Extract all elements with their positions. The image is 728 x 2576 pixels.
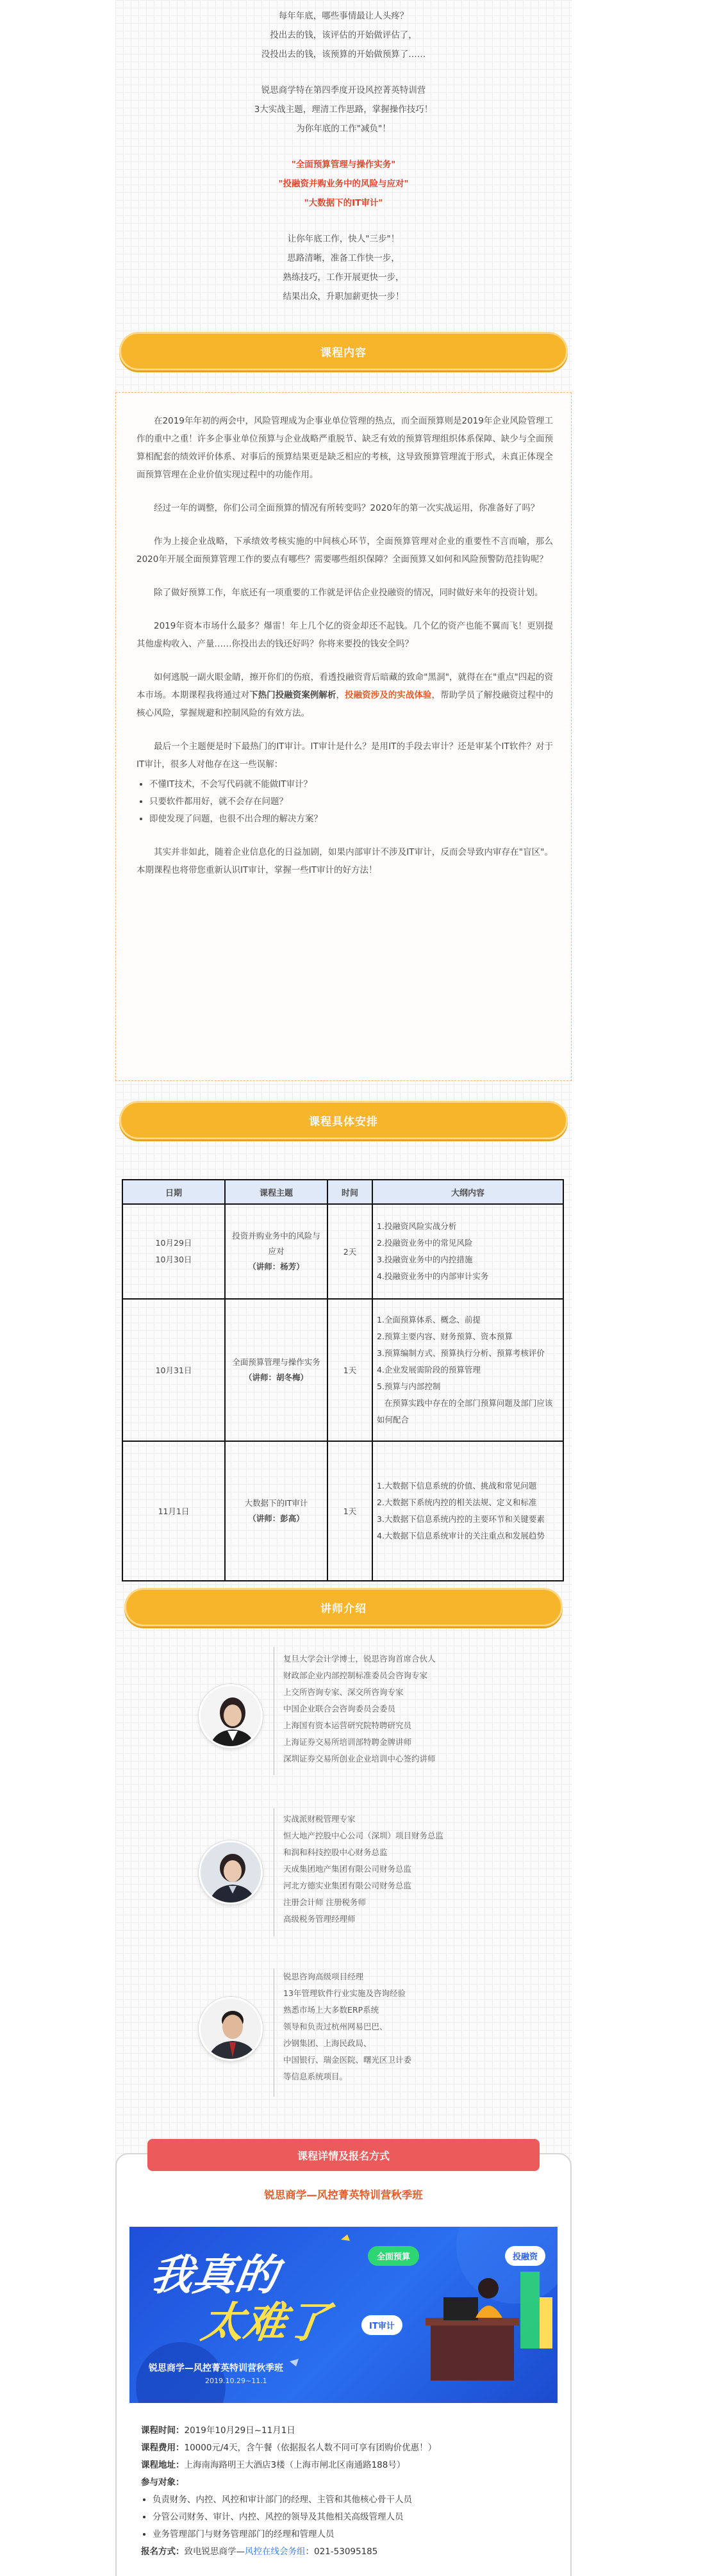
topic-text: 投资并购业务中的风险与应对	[232, 1231, 320, 1256]
outline-item: 2.大数据下系统内控的相关法规、定义和标准	[377, 1498, 537, 1507]
intro-line: 让你年底工作，快人"三步"！	[287, 234, 400, 244]
table-row	[122, 1204, 563, 1299]
topic-text: 大数据下的IT审计	[244, 1498, 308, 1508]
list-item: • 分管公司财务、审计、内控、风控的领导及其他相关高级管理人员	[153, 2509, 551, 2526]
schedule-table	[122, 1179, 564, 1581]
topic-cell	[225, 1299, 327, 1441]
teacher-bio	[283, 1811, 443, 1928]
bio-line: 复旦大学会计学博士，锐思咨询首席合伙人	[283, 1654, 436, 1664]
info-label: 课程费用：	[141, 2443, 185, 2453]
content-paragraph: 2019年资本市场什么最多？爆雷！年上几个亿的资金却还不起钱。几个亿的资产也能不翼而飞！更别提其他虚构收入、产量……你投出去的钱还好吗？你将来要投的钱安全吗？	[136, 621, 553, 649]
section-heading-schedule: 课程具体安排	[119, 1101, 568, 1139]
bio-line: 13年管理软件行业实施及咨询经验	[283, 1988, 406, 1998]
date-cell: 10月29日 10月30日	[122, 1204, 225, 1299]
topic-cell	[225, 1441, 327, 1581]
intro-line: 每年年底，哪些事情最让人头疼？	[278, 11, 409, 21]
intro-topic: "大数据下的IT审计"	[304, 198, 383, 208]
content-paragraph: 最后一个主题便是时下最热门的IT审计。IT审计是什么？是用IT的手段去审计？还是审某个IT软件？对于IT审计，很多人对他存在这一些误解：	[136, 741, 553, 770]
teacher-bio	[283, 1651, 436, 1767]
outline-item: 2.投融资业务中的常见风险	[377, 1238, 473, 1248]
portrait-image	[201, 1686, 263, 1748]
info-value: 致电锐思商学—	[184, 2547, 245, 2557]
intro-line: 锐思商学特在第四季度开设风控菁英特训营	[261, 85, 426, 95]
intro-topic: "投融资并购业务中的风险与应对"	[278, 179, 409, 189]
bio-line: 中国企业联合会咨询委员会委员	[283, 1704, 396, 1713]
content-paragraph: 在2019年年初的两会中，风险管理成为企事业单位管理的热点，而全面预算则是2019年企业风险管理工作的重中之重！许多企事业单位预算与企业战略严重脱节、缺乏有效的预算管理组织体系保障、缺少与全面预算相配套的绩效评价体系、对事后的预算结果更是缺乏相应的考核，这导致预算管理流于形式，未真正体现全面预算管理在企业价值实现过程中的功能作用。	[136, 416, 553, 480]
info-line	[141, 2422, 551, 2440]
lecturer-text: （讲师：彭高）	[248, 1514, 304, 1523]
misconception-list	[149, 776, 553, 828]
bio-line: 上海证券交易所培训部特聘金牌讲师	[283, 1737, 412, 1747]
outline-item: 4.投融资业务中的内部审计实务	[377, 1271, 489, 1281]
teacher-photo	[199, 1840, 263, 1904]
bio-line: 上交所咨询专家、深交所咨询专家	[283, 1687, 404, 1697]
text-run: ，帮助学员了解投融资过程中的核心风险，掌握规避和控制风险的有效方法。	[136, 690, 554, 718]
banner-tag: 全面预算	[368, 2246, 419, 2266]
lecturer-text: （讲师：胡冬梅）	[244, 1373, 308, 1382]
info-line	[141, 2543, 551, 2561]
content-paragraph	[136, 668, 553, 722]
intro-line: 为你年底的工作"减负"！	[296, 124, 391, 134]
bio-line: 高级税务管理经理师	[283, 1914, 356, 1924]
teacher-card	[199, 1969, 493, 2097]
outline-item: 1.大数据下信息系统的价值、挑战和常见问题	[377, 1481, 537, 1490]
bio-line: 深圳证券交易所创业企业培训中心签约讲师	[283, 1754, 436, 1763]
table-header-row	[122, 1180, 563, 1204]
text-run: 如何逃脱一副火眼金睛，擦开你们的伤痕，看透投融资背后暗藏的致命"黑洞"，就得在在"重点"四起的资本市场。本期课程我将通过对	[136, 672, 553, 700]
headline-line: 太难了	[198, 2297, 333, 2347]
registration-info	[141, 2422, 551, 2561]
lecturer-text: （讲师：杨芳）	[248, 1262, 304, 1271]
content-paragraph: 其实并非如此，随着企业信息化的日益加剧，如果内部审计不涉及IT审计，反而会导致内审存在"盲区"。本期课程也将带您重新认识IT审计，掌握一些IT审计的好方法！	[136, 847, 553, 875]
outline-cell	[372, 1441, 563, 1581]
audience-list	[153, 2491, 551, 2543]
highlight-text: 投融资涉及的实战体验	[345, 690, 432, 700]
content-box	[115, 392, 572, 1081]
outline-item: 5.预算与内部控制	[377, 1382, 441, 1391]
date-cell: 11月1日	[122, 1441, 225, 1581]
bio-line: 等信息系统项目。	[283, 2072, 348, 2081]
outline-item: 3.预算编制方式、预算执行分析、预算考核评价	[377, 1348, 545, 1358]
banner-headline	[141, 2251, 339, 2346]
content-paragraph: 作为上接企业战略，下承绩效考核实施的中间核心环节，全面预算管理对企业的重要性不言而喻，那么2020年开展全面预算管理工作的要点有哪些？需要哪些组织保障？全面预算又如何和风险预警防范挂钩呢？	[136, 536, 553, 565]
bio-line: 恒大地产控股中心公司（深圳）项目财务总监	[283, 1831, 444, 1840]
bio-line: 和润和科技控股中心财务总监	[283, 1847, 388, 1857]
bio-line: 注册会计师 注册税务师	[283, 1897, 366, 1907]
time-cell: 2天	[327, 1204, 372, 1299]
text-run: 下热门投融资案例解析	[249, 690, 336, 700]
column-header: 大纲内容	[372, 1180, 563, 1204]
intro-section	[115, 6, 572, 323]
bio-line: 锐思咨询高级项目经理	[283, 1972, 364, 1981]
list-item: • 不懂IT技术，不会写代码就不能做IT审计？	[149, 776, 553, 793]
content-paragraph: 经过一年的调整，你们公司全面预算的情况有所转变吗？2020年的第一次实战运用，你准备好了吗？	[154, 503, 540, 513]
teacher-photo	[199, 1684, 263, 1748]
info-line	[141, 2440, 551, 2457]
date-cell: 10月31日	[122, 1299, 225, 1441]
outline-item: 2.预算主要内容、财务预算、资本预算	[377, 1332, 513, 1341]
info-label: 参与对象：	[141, 2477, 185, 2488]
section-heading-registration: 课程详情及报名方式	[147, 2139, 540, 2171]
info-value: ：021-53095185	[305, 2547, 378, 2557]
column-header: 课程主题	[225, 1180, 327, 1204]
program-title: 锐思商学—风控菁英特训营秋季班	[264, 2189, 423, 2201]
intro-line: 没投出去的钱，该预算的开始做预算了……	[261, 49, 426, 60]
info-line	[141, 2474, 551, 2491]
list-item: • 业务管理部门与财务管理部门的经理和管理人员	[153, 2526, 551, 2543]
outline-item: 3.大数据下信息系统内控的主要环节和关键要素	[377, 1514, 545, 1524]
table-row	[122, 1441, 563, 1581]
outline-item: 4.大数据下信息系统审计的关注重点和发展趋势	[377, 1531, 545, 1540]
intro-block-a	[115, 6, 572, 64]
bio-line: 财政部企业内部控制标准委员会咨询专家	[283, 1671, 428, 1680]
intro-block-b	[115, 81, 572, 138]
intro-topic: "全面预算管理与操作实务"	[291, 160, 396, 170]
banner-tag: IT审计	[361, 2315, 402, 2335]
bio-line: 中国银行、瑞金医院、曙光区卫计委	[283, 2055, 412, 2065]
banner-date: 2019.10.29~11.1	[205, 2377, 267, 2385]
banner-caption: 锐思商学—风控菁英特训营秋季班	[149, 2363, 283, 2374]
intro-topics	[115, 155, 572, 213]
info-label: 课程时间：	[141, 2425, 185, 2436]
teacher-card	[199, 1647, 493, 1775]
outline-item: 在预算实践中存在的全部门预算问题及部门应该如何配合	[377, 1398, 553, 1424]
list-item: • 负责财务、内控、风控和审计部门的经理、主管和其他核心骨干人员	[153, 2491, 551, 2509]
bio-line: 天成集团地产集团有限公司财务总监	[283, 1864, 412, 1874]
promo-banner	[129, 2227, 558, 2403]
outline-cell	[372, 1204, 563, 1299]
signup-link[interactable]: 风控在线会务组	[245, 2547, 306, 2557]
bio-line: 领导和负责过杭州网易巴巴、	[283, 2022, 388, 2031]
info-label: 报名方式：	[141, 2547, 185, 2557]
topic-text: 全面预算管理与操作实务	[232, 1357, 320, 1367]
bio-line: 实战派财税管理专家	[283, 1814, 356, 1824]
intro-block-c	[115, 229, 572, 306]
section-heading-teachers: 讲师介绍	[124, 1588, 563, 1626]
time-cell: 1天	[327, 1299, 372, 1441]
intro-line: 投出去的钱，该评估的开始做评估了，	[270, 30, 417, 40]
intro-line: 思路清晰，准备工作快一步，	[287, 253, 400, 263]
headline-line: 我真的	[147, 2250, 281, 2300]
list-item: • 只要软件都用好，就不会存在问题？	[149, 793, 553, 811]
outline-cell	[372, 1299, 563, 1441]
table-row	[122, 1299, 563, 1441]
column-header: 时间	[327, 1180, 372, 1204]
intro-line: 结果出众，升职加薪更快一步！	[283, 292, 404, 302]
portrait-image	[201, 1842, 263, 1904]
outline-item: 4.企业发展需阶段的预算管理	[377, 1365, 481, 1375]
outline-item: 3.投融资业务中的内控措施	[377, 1255, 473, 1264]
intro-line: 3大实战主题，理清工作思路，掌握操作技巧！	[254, 104, 433, 115]
bio-line: 熟悉市场上大多数ERP系统	[283, 2005, 379, 2015]
content-paragraph: 除了做好预算工作，年底还有一项重要的工作就是评估企业投融资的情况，同时做好来年的投资计划。	[154, 588, 543, 598]
info-line	[141, 2457, 551, 2474]
info-value: 上海南海路明王大酒店3楼（上海市闸北区南通路188号）	[184, 2460, 406, 2470]
teacher-photo	[199, 1997, 263, 2061]
banner-tag: 投融资	[505, 2246, 545, 2266]
page	[115, 0, 572, 2576]
info-label: 课程地址：	[141, 2460, 185, 2470]
list-item: • 即使发现了问题，也很不出合理的解决方案？	[149, 811, 553, 828]
column-header: 日期	[122, 1180, 225, 1204]
teacher-bio	[283, 1969, 411, 2085]
time-cell: 1天	[327, 1441, 372, 1581]
bio-line: 沙钢集团、上海民政局、	[283, 2038, 372, 2048]
intro-line: 熟练技巧，工作开展更快一步，	[283, 272, 404, 283]
text-run: ，	[336, 690, 345, 700]
section-heading-content: 课程内容	[119, 332, 568, 370]
outline-item: 1.投融资风险实战分析	[377, 1221, 457, 1231]
info-value: 2019年10月29日~11月1日	[184, 2425, 295, 2436]
portrait-image	[201, 1999, 263, 2061]
topic-cell	[225, 1204, 327, 1299]
teacher-card	[199, 1808, 493, 1936]
info-value: 10000元/4天，含午餐（依据报名人数不同可享有团购价优惠！）	[184, 2443, 437, 2453]
bio-line: 河北方德实业集团有限公司财务总监	[283, 1881, 412, 1890]
bio-line: 上海国有资本运营研究院特聘研究员	[283, 1721, 412, 1730]
outline-item: 1.全面预算体系、概念、前提	[377, 1315, 481, 1325]
